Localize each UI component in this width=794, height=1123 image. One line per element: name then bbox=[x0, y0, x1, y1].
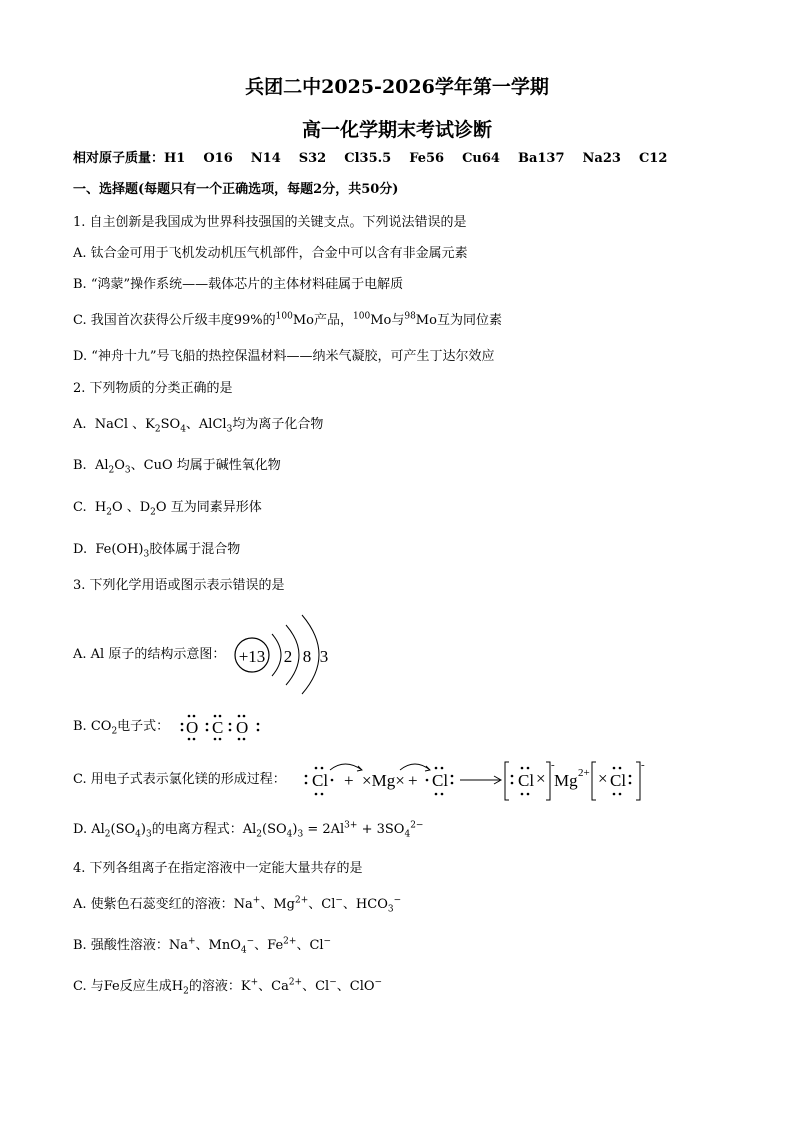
svg-text:Mg: Mg bbox=[554, 771, 578, 790]
q3-option-d: D. $Al_2(SO_4)_3$的电离方程式：$Al_2(SO_4)_3 = 2Al^{3+} + 3SO_4^{2-}$ bbox=[73, 820, 424, 840]
atomic-masses-label: 相对原子质量： bbox=[73, 151, 165, 166]
q1-c-text: 产品， bbox=[313, 313, 353, 328]
svg-text:×Mg×: ×Mg× bbox=[362, 771, 405, 790]
svg-text:×: × bbox=[536, 769, 546, 788]
exam-subtitle: 高一化学期末考试诊断 bbox=[301, 119, 492, 141]
nucleus-charge: +13 bbox=[238, 647, 266, 666]
mass-item: Fe56 bbox=[409, 151, 445, 166]
q1-option-a: A. 钛合金可用于飞机发动机压气机部件，合金中可以含有非金属元素 bbox=[73, 246, 468, 261]
svg-text:-: - bbox=[641, 759, 645, 771]
q2-a-text: 均为离子化合物 bbox=[232, 417, 324, 432]
mass-item: C12 bbox=[638, 151, 668, 166]
element-symbol: Mo bbox=[370, 313, 392, 328]
q2-option-a: A. NaCl 、$K_2SO_4$、AlCl$_3$均为离子化合物 bbox=[73, 417, 324, 435]
q1-c-text: 互为同位素 bbox=[436, 313, 502, 328]
q3-b-text: 电子式： bbox=[117, 719, 170, 734]
q4-option-c: C. 与Fe反应生成$H_2$的溶液：K+、$Ca^{2+}$、Cl−、ClO− bbox=[73, 977, 383, 997]
svg-text:+: + bbox=[344, 771, 354, 790]
q4-c-label: C. 与Fe反应生成 bbox=[73, 979, 172, 994]
q1-c-text: 与 bbox=[391, 313, 405, 328]
svg-text:O: O bbox=[236, 718, 249, 737]
q3-option-c-label: C. 用电子式表示氯化镁的形成过程： bbox=[73, 772, 286, 787]
shell-electrons: 2 bbox=[283, 647, 293, 666]
element-symbol: Mo bbox=[292, 313, 314, 328]
q3-d-text: 的电离方程式： bbox=[151, 822, 243, 837]
al-atomic-structure-diagram bbox=[232, 612, 342, 696]
q4-b-label: B. 强酸性溶液： bbox=[73, 938, 169, 953]
mass-item: N14 bbox=[250, 151, 281, 166]
q2-stem: 2. 下列物质的分类正确的是 bbox=[73, 381, 233, 396]
q4-a-label: A. 使紫色石蕊变红的溶液： bbox=[73, 897, 234, 912]
mass-item: Ba137 bbox=[517, 151, 565, 166]
q4-option-b: B. 强酸性溶液：Na+、MnO$_4$−、$Fe^{2+}$、Cl− bbox=[73, 936, 332, 956]
shell-electrons: 3 bbox=[319, 647, 329, 666]
mass-number: 98 bbox=[404, 311, 416, 322]
mass-item: Na23 bbox=[582, 151, 621, 166]
svg-text:2+: 2+ bbox=[578, 767, 590, 779]
element-symbol: Mo bbox=[415, 313, 437, 328]
q2-c-text: 互为同素异形体 bbox=[170, 500, 262, 515]
q2-option-b: B. $Al_2O_3$、CuO 均属于碱性氧化物 bbox=[73, 458, 281, 476]
co2-electron-formula bbox=[178, 708, 268, 744]
mass-number: 100 bbox=[275, 311, 293, 322]
shell-electrons: 8 bbox=[302, 647, 312, 666]
section-heading: 一、选择题(每题只有一个正确选项，每题2分，共50分) bbox=[73, 182, 399, 197]
exam-title: 兵团二中2025-2026学年第一学期 bbox=[245, 76, 549, 98]
q1-option-b: B. “鸿蒙”操作系统——载体芯片的主体材料硅属于电解质 bbox=[73, 277, 404, 292]
atomic-masses bbox=[73, 152, 667, 165]
q4-option-a: A. 使紫色石蕊变红的溶液：Na+、$Mg^{2+}$、Cl−、$HCO_3^-$ bbox=[73, 895, 402, 915]
svg-text:Cl: Cl bbox=[610, 771, 627, 790]
mass-item: Cl35.5 bbox=[344, 151, 392, 166]
svg-text:×: × bbox=[598, 769, 608, 788]
svg-text:Cl: Cl bbox=[312, 771, 329, 790]
svg-text:Cl: Cl bbox=[432, 771, 449, 790]
q2-d-text: 胶体属于混合物 bbox=[149, 542, 241, 557]
svg-text:O: O bbox=[186, 718, 199, 737]
q2-option-d: D. $Fe(OH)_3$胶体属于混合物 bbox=[73, 542, 241, 560]
mass-item: Cu64 bbox=[462, 151, 500, 166]
q2-option-c: C. $H_2O$ 、$D_2O$ 互为同素异形体 bbox=[73, 500, 262, 518]
svg-text:C: C bbox=[212, 718, 224, 737]
mgcl2-formation-diagram bbox=[300, 756, 655, 802]
q4-stem: 4. 下列各组离子在指定溶液中一定能大量共存的是 bbox=[73, 861, 363, 876]
q1-stem: 1. 自主创新是我国成为世界科技强国的关键支点。下列说法错误的是 bbox=[73, 215, 467, 230]
q4-c-label2: 的溶液： bbox=[188, 979, 241, 994]
mass-item: O16 bbox=[203, 151, 233, 166]
q3-option-b: B. $CO_2$电子式： bbox=[73, 719, 170, 737]
mass-item: S32 bbox=[298, 151, 327, 166]
q3-option-a-label: A. Al 原子的结构示意图： bbox=[73, 647, 226, 662]
q1-c-text: C. 我国首次获得公斤级丰度99%的 bbox=[73, 313, 276, 328]
q2-b-text: 均属于碱性氧化物 bbox=[176, 458, 281, 473]
svg-text:Cl: Cl bbox=[518, 771, 535, 790]
mass-number: 100 bbox=[353, 311, 371, 322]
shell-arc bbox=[272, 634, 281, 676]
mass-item: H1 bbox=[164, 151, 186, 166]
q3-d-label: D. bbox=[73, 822, 92, 837]
q3-b-label: B. bbox=[73, 719, 91, 734]
q3-stem: 3. 下列化学用语或图示表示错误的是 bbox=[73, 578, 285, 593]
svg-text:-: - bbox=[551, 759, 555, 771]
q1-option-d: D. “神舟十九”号飞船的热控保温材料——纳米气凝胶，可产生丁达尔效应 bbox=[73, 349, 495, 364]
svg-text:+: + bbox=[408, 771, 418, 790]
q1-option-c bbox=[73, 311, 502, 328]
